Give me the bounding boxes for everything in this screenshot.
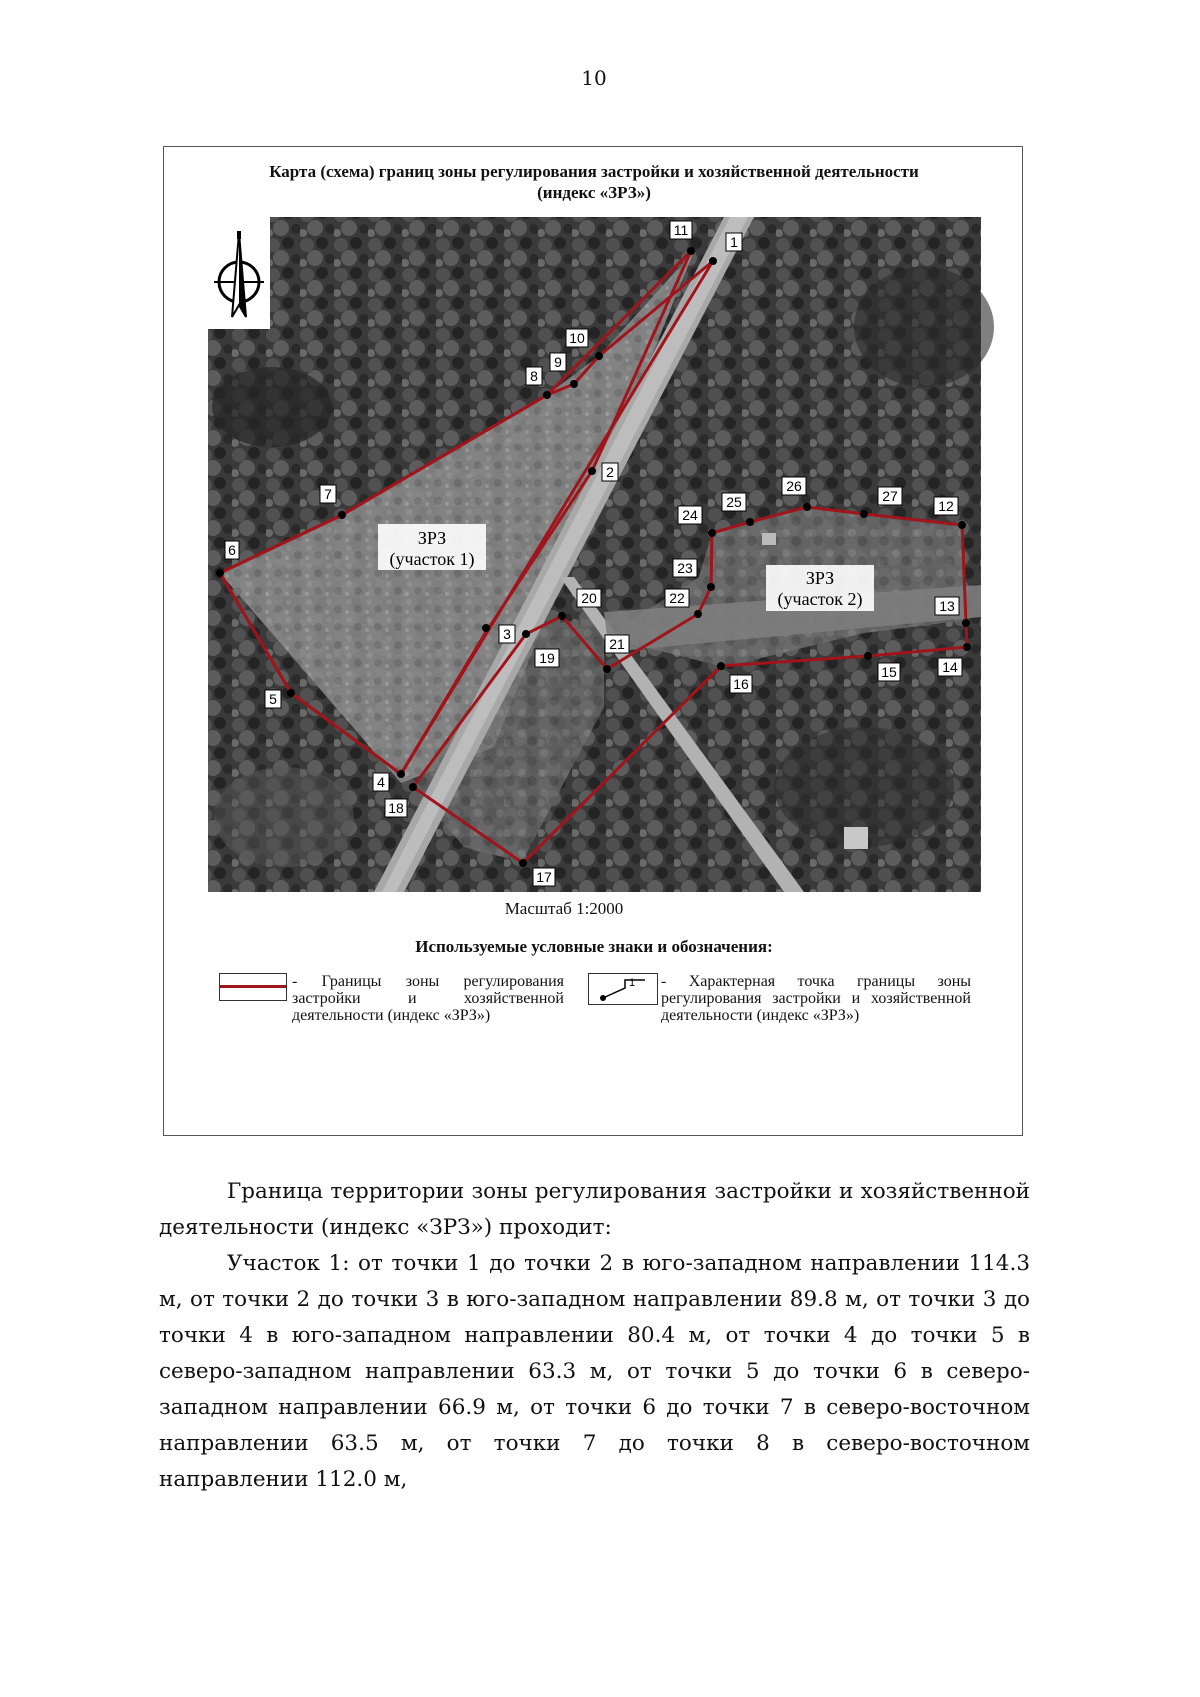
label-8 bbox=[526, 367, 542, 385]
svg-text:(участок 1): (участок 1) bbox=[389, 549, 475, 569]
svg-text:10: 10 bbox=[569, 330, 585, 346]
point-26 bbox=[803, 503, 811, 511]
svg-text:1: 1 bbox=[730, 234, 738, 250]
point-20 bbox=[558, 612, 566, 620]
svg-text:2: 2 bbox=[606, 464, 614, 480]
label-17 bbox=[533, 868, 555, 886]
zone2-label bbox=[766, 565, 874, 611]
map-title-line2: (индекс «ЗРЗ») bbox=[537, 183, 651, 202]
legend-boundary-sample bbox=[219, 973, 287, 1001]
label-23 bbox=[673, 559, 697, 577]
page-number: 10 bbox=[581, 66, 607, 90]
map-title-line1: Карта (схема) границ зоны регулирования застройки и хозяйственной деятельности bbox=[269, 162, 919, 181]
label-26 bbox=[782, 477, 806, 495]
point-14 bbox=[963, 643, 971, 651]
label-6 bbox=[225, 541, 239, 559]
point-6 bbox=[216, 569, 224, 577]
legend-point-icon bbox=[589, 974, 657, 1004]
label-22 bbox=[665, 589, 689, 607]
svg-text:3: 3 bbox=[503, 626, 511, 642]
zone1-label bbox=[378, 524, 486, 570]
svg-text:5: 5 bbox=[269, 691, 277, 707]
point-27 bbox=[860, 510, 868, 518]
point-5 bbox=[287, 689, 295, 697]
svg-text:23: 23 bbox=[677, 560, 693, 576]
point-16 bbox=[717, 662, 725, 670]
label-21 bbox=[605, 635, 629, 653]
svg-text:17: 17 bbox=[536, 869, 552, 885]
label-24 bbox=[678, 506, 702, 524]
label-9 bbox=[550, 353, 566, 371]
svg-text:15: 15 bbox=[881, 664, 897, 680]
label-14 bbox=[938, 658, 962, 676]
legend-point-text: - Характерная точка границы зоны регулирования застройки и хозяйственной деятельности (индекс «ЗРЗ») bbox=[661, 973, 971, 1024]
label-15 bbox=[878, 663, 900, 681]
point-24 bbox=[708, 529, 716, 537]
svg-text:12: 12 bbox=[938, 498, 954, 514]
svg-text:22: 22 bbox=[669, 590, 685, 606]
point-25 bbox=[746, 518, 754, 526]
point-3 bbox=[482, 624, 490, 632]
paragraph-section1: Участок 1: от точки 1 до точки 2 в юго-западном направлении 114.3 м, от точки 2 до точки 3 в юго-западном направлении 89.8 м, от точки 3 до точки 4 в юго-западном направлении 80.4 м, от точки 4 до точки 5 в северо-западном направлении 63.3 м, от точки 5 до точки 6 в северо-западном направлении 66.9 м, от точки 6 до точки 7 в северо-восточном направлении 63.5 м, от точки 7 до точки 8 в северо-восточном направлении 112.0 м, bbox=[159, 1251, 1030, 1492]
svg-text:14: 14 bbox=[942, 659, 958, 675]
svg-text:ЗРЗ: ЗРЗ bbox=[417, 528, 447, 548]
svg-text:27: 27 bbox=[882, 488, 898, 504]
point-1 bbox=[709, 257, 717, 265]
point-12 bbox=[958, 521, 966, 529]
svg-text:16: 16 bbox=[733, 676, 749, 692]
point-13 bbox=[962, 619, 970, 627]
svg-text:19: 19 bbox=[539, 650, 555, 666]
point-22 bbox=[694, 610, 702, 618]
map-image bbox=[164, 147, 1024, 907]
legend-point-sample bbox=[588, 973, 658, 1005]
north-arrow-icon bbox=[208, 217, 270, 329]
svg-text:9: 9 bbox=[554, 354, 562, 370]
point-15 bbox=[864, 652, 872, 660]
point-18 bbox=[409, 783, 417, 791]
svg-text:25: 25 bbox=[726, 494, 742, 510]
point-19 bbox=[522, 630, 530, 638]
label-25 bbox=[722, 493, 746, 511]
label-12 bbox=[934, 497, 958, 515]
svg-text:ЗРЗ: ЗРЗ bbox=[805, 568, 835, 588]
point-7 bbox=[338, 511, 346, 519]
point-8 bbox=[543, 391, 551, 399]
label-20 bbox=[577, 589, 601, 607]
point-11 bbox=[687, 247, 695, 255]
paragraph-intro: Граница территории зоны регулирования застройки и хозяйственной деятельности (индекс «ЗРЗ») проходит: bbox=[159, 1179, 1030, 1240]
legend-boundary-text: - Границы зоны регулирования застройки и хозяйственной деятельности (индекс «ЗРЗ») bbox=[292, 973, 564, 1024]
label-27 bbox=[878, 487, 902, 505]
label-19 bbox=[535, 649, 559, 667]
label-13 bbox=[935, 597, 959, 615]
point-23 bbox=[707, 583, 715, 591]
svg-text:4: 4 bbox=[377, 774, 385, 790]
svg-text:20: 20 bbox=[581, 590, 597, 606]
svg-text:1: 1 bbox=[629, 977, 636, 989]
svg-text:11: 11 bbox=[673, 222, 689, 238]
svg-text:8: 8 bbox=[530, 368, 538, 384]
point-21 bbox=[603, 665, 611, 673]
svg-text:(участок 2): (участок 2) bbox=[777, 589, 863, 609]
label-5 bbox=[265, 690, 281, 708]
svg-text:21: 21 bbox=[609, 636, 625, 652]
svg-text:6: 6 bbox=[228, 542, 236, 558]
svg-text:13: 13 bbox=[939, 598, 955, 614]
label-7 bbox=[320, 485, 336, 503]
point-4 bbox=[397, 770, 405, 778]
legend-heading: Используемые условные знаки и обозначения: bbox=[415, 937, 773, 956]
label-18 bbox=[385, 799, 407, 817]
label-3 bbox=[499, 625, 515, 643]
map-figure bbox=[163, 146, 1023, 1136]
point-10 bbox=[595, 352, 603, 360]
point-9 bbox=[570, 380, 578, 388]
svg-text:18: 18 bbox=[388, 800, 404, 816]
label-4 bbox=[373, 773, 389, 791]
label-2 bbox=[602, 463, 618, 481]
label-10 bbox=[566, 329, 588, 347]
label-1 bbox=[726, 233, 742, 251]
svg-text:7: 7 bbox=[324, 486, 332, 502]
point-17 bbox=[519, 859, 527, 867]
aerial-photo bbox=[208, 217, 994, 892]
label-11 bbox=[670, 221, 692, 239]
point-2 bbox=[588, 467, 596, 475]
svg-text:26: 26 bbox=[786, 478, 802, 494]
svg-text:24: 24 bbox=[682, 507, 698, 523]
label-16 bbox=[730, 675, 752, 693]
scale-label: Масштаб 1:2000 bbox=[504, 899, 624, 918]
